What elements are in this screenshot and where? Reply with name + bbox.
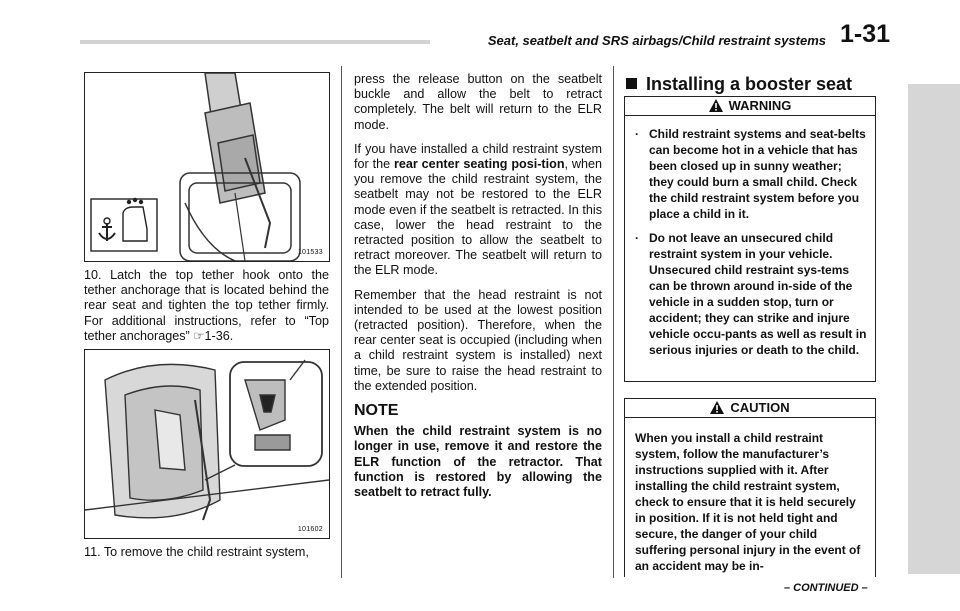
page-ref-icon: ☞: [193, 328, 205, 343]
caution-text: When you install a child restraint system, follow the manufacturer’s instructions supplied with it. After installing the child restraint system, check to ensure that it is held securely in position. If it is not held tight and secure, the danger of your child suffering personal injury in the event of an accident may be in-: [635, 431, 861, 573]
caution-header: [625, 399, 875, 418]
column-2-text: [354, 72, 602, 509]
paragraph-center-seat-a: If you have installed a child restraint system for the: [354, 141, 602, 172]
warning-title: WARNING: [728, 98, 792, 113]
warning-header: [625, 97, 875, 116]
caution-title: CAUTION: [730, 400, 790, 415]
section-square-icon: [626, 78, 637, 89]
note-text: When the child restraint system is no longer in use, remove it and restore the ELR function of the retractor. That function is restored by allowing the seatbelt to retract fully.: [354, 424, 602, 500]
header-section-title: Seat, seatbelt and SRS airbags/Child restraint systems: [430, 33, 832, 48]
warning-list: [635, 126, 867, 358]
caution-triangle-icon: [710, 401, 724, 414]
figure-id-label: 101602: [297, 526, 323, 533]
caution-box: [624, 398, 876, 577]
paragraph-center-seat: [354, 142, 602, 279]
seatbelt-illustration: [85, 73, 329, 261]
paragraph-release-button: press the release button on the seatbelt buckle and allow the belt to retract completely. The belt will return to the ELR mode.: [354, 72, 602, 132]
warning-triangle-icon: [709, 99, 723, 112]
warning-item: . Child restraint systems and seat-belts can become hot in a vehicle that has been closed up in sunny weather; they could burn a small child. Check the child restraint system before you place a child in it.: [635, 126, 867, 222]
note-title: NOTE: [354, 402, 399, 420]
warning-item: . Do not leave an unsecured child restraint system in your vehicle. Unsecured child restraint sys-tems can be thrown around in-side of the vehicle in a sudden stop, turn or accident; they can strike and injure vehicle occu-pants as well as result in serious injuries or death to the child.: [635, 230, 867, 358]
side-thumb-tab: [908, 84, 960, 574]
continued-marker: – CONTINUED –: [784, 582, 868, 594]
section-title: [626, 74, 852, 95]
paragraph-center-seat-c: , when you remove the child restraint system, the seatbelt may not be restored to the ELR mode even if the seatbelt is retracted. In this case, lower the head restraint to the retracted position to allow the seatbelt to retract moreover. The seatbelt will return to the ELR mode.: [354, 157, 603, 278]
paragraph-head-restraint: Remember that the head restraint is not intended to be used at the lowest position (retracted position). Therefore, when the rear center seat is occupied (including when a child restraint system is installed) next time, be sure to raise the head restraint to the extended position.: [354, 287, 602, 393]
child-seat-illustration: [85, 350, 329, 538]
figure-tether-hook: [84, 349, 330, 539]
step-10-text: 10. Latch the top tether hook onto the tether anchorage that is located behind the rear seat and tighten the top tether firmly. For additional instructions, refer to “Top tether anchorages”: [84, 268, 329, 343]
figure-id-label: 101533: [297, 249, 323, 256]
column-divider-right: [613, 66, 614, 578]
figure-seatbelt-retract: [84, 72, 330, 262]
step-11: 11. To remove the child restraint system,: [84, 545, 309, 559]
section-title-text: Installing a booster seat: [646, 74, 853, 94]
page-number: 1-31: [840, 20, 891, 48]
step-10-page-ref: 1-36.: [204, 328, 234, 343]
paragraph-center-seat-bold: rear center seating posi-tion: [393, 157, 565, 172]
column-divider-left: [341, 66, 342, 578]
warning-box: [624, 96, 876, 382]
step-10: [84, 268, 329, 344]
